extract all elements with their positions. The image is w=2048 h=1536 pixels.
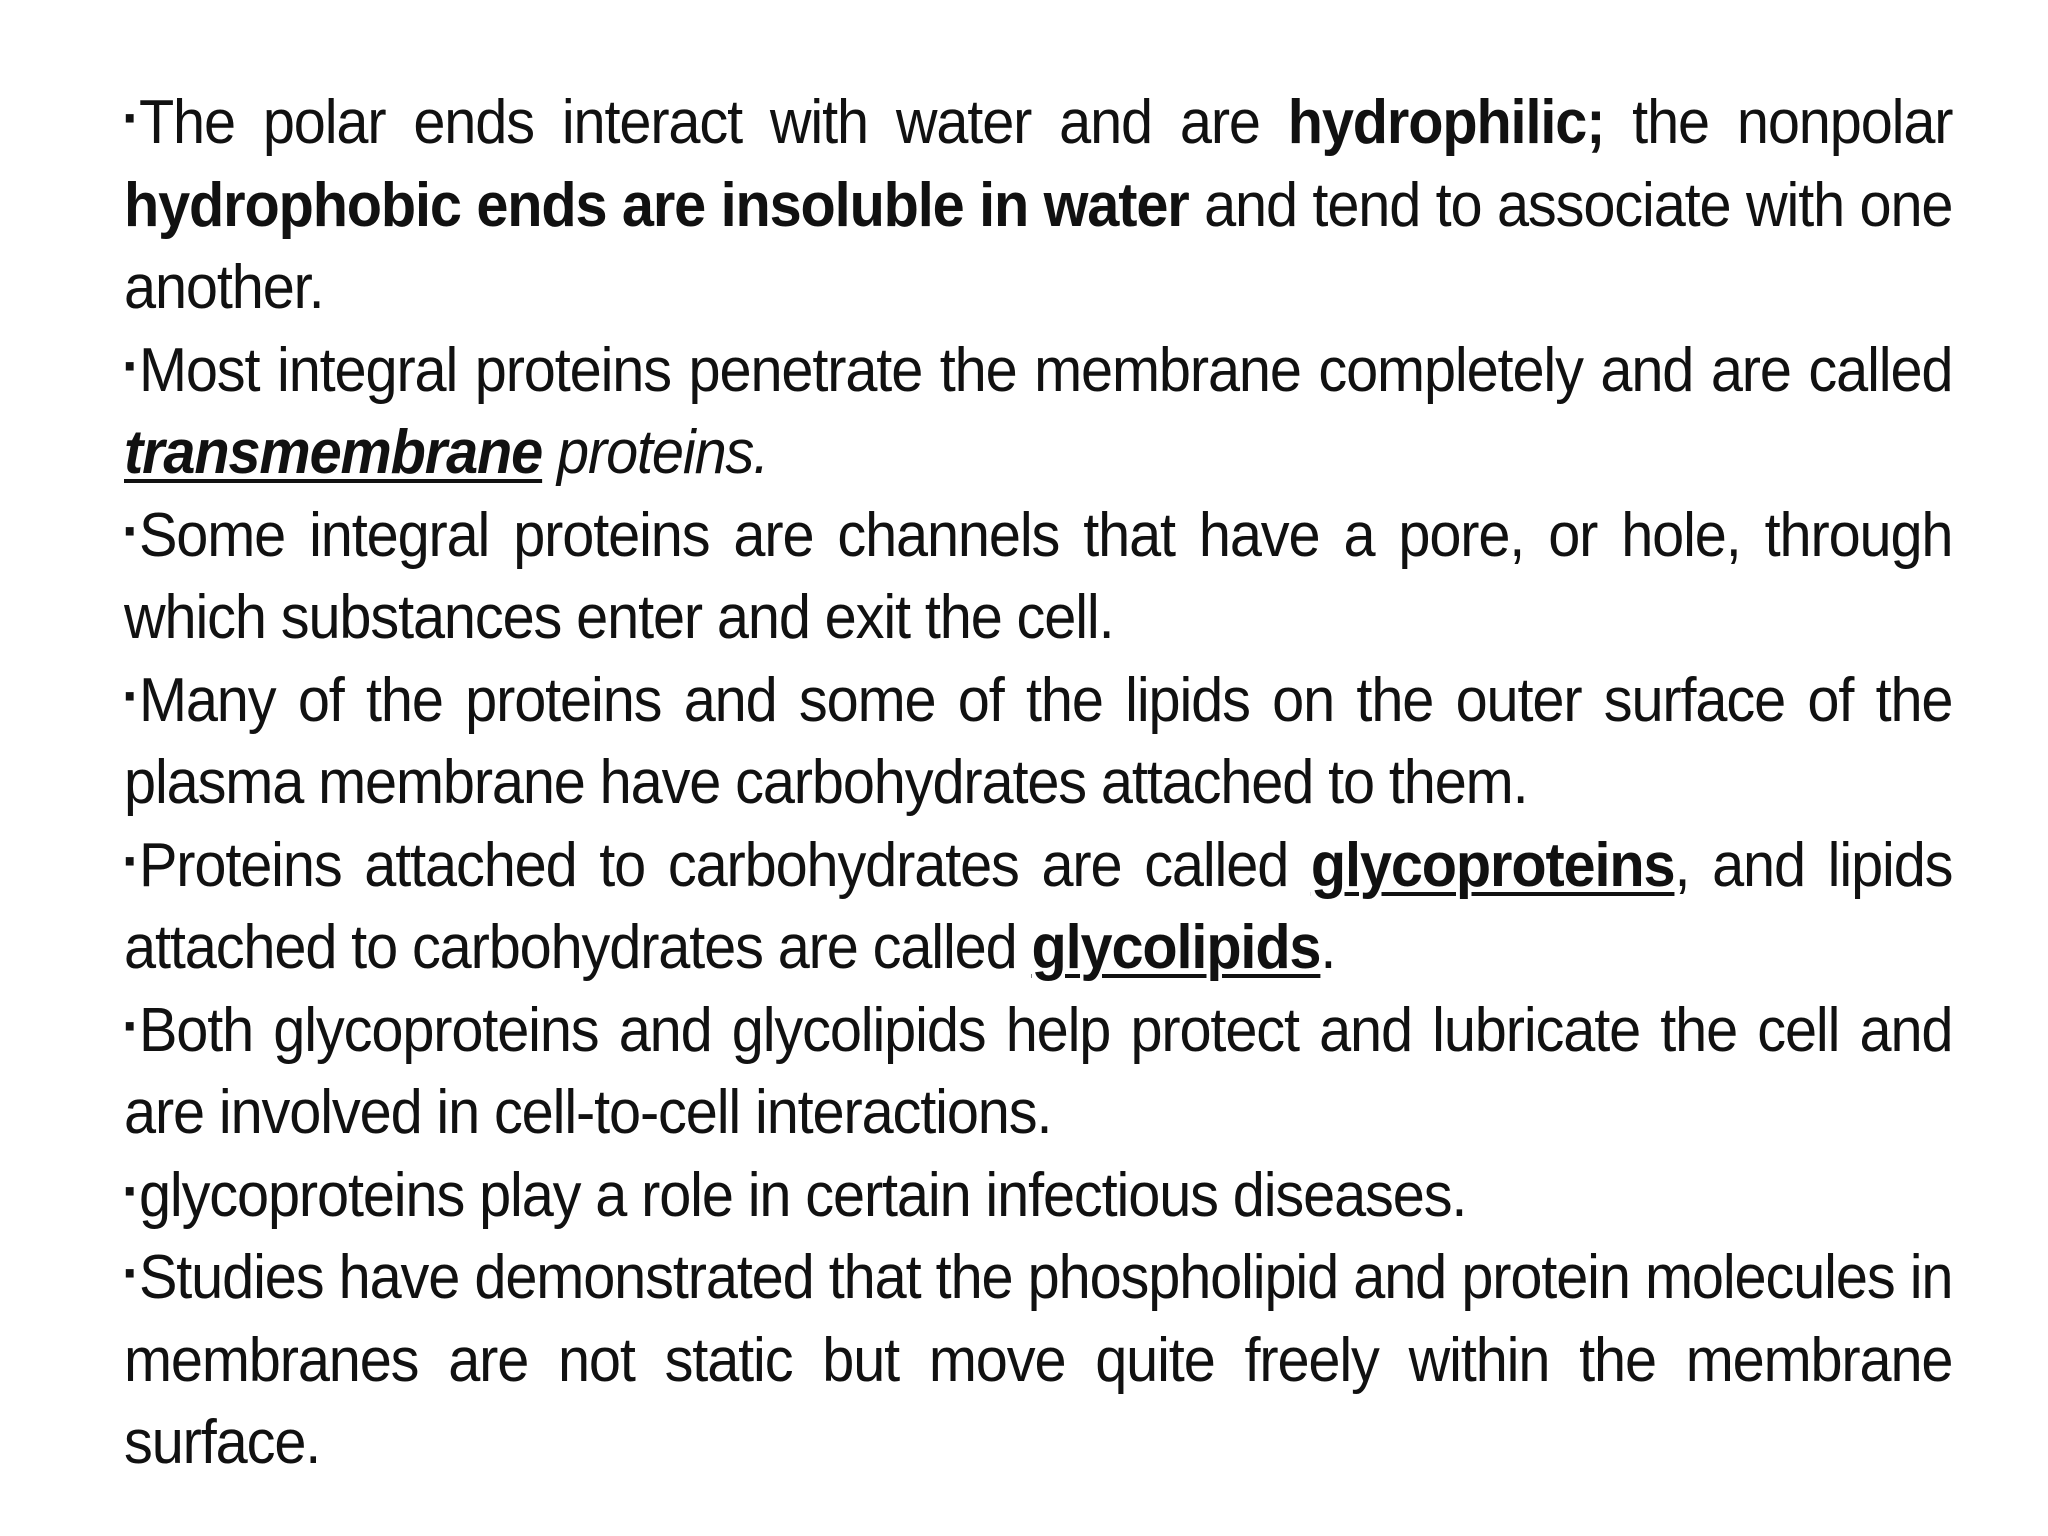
bullet-square-icon: ▪ — [124, 99, 136, 137]
bullet-square-icon: ▪ — [124, 511, 136, 550]
bullet-text: Most integral proteins penetrate the membrane completely and are called — [138, 335, 1953, 405]
bullet-text: Both glycoproteins and glycolipids help protect and lubricate the cell and are involved in cell-to-cell interactions. — [124, 995, 1953, 1147]
bullet-text: Many of the proteins and some of the lipids on the outer surface of the plasma membrane have carbohydrates attached to them. — [124, 665, 1953, 817]
bullet-square-icon: ▪ — [124, 1254, 136, 1292]
term-transmembrane: transmembrane — [124, 418, 543, 487]
bullet-fluid-membrane — [124, 1237, 1952, 1485]
bullet-text: glycoproteins play a role in certain infectious diseases. — [138, 1160, 1467, 1230]
bullet-text: , and lipids attached to carbohydrates are called — [124, 830, 1953, 982]
bullet-channels — [124, 495, 1952, 660]
bullet-carbohydrates — [124, 660, 1952, 825]
bullet-square-icon: ▪ — [124, 1006, 136, 1045]
term-glycolipids: glycolipids — [1031, 913, 1321, 982]
term-glycoproteins: glycoproteins — [1310, 830, 1675, 900]
bullet-square-icon: ▪ — [124, 1171, 136, 1210]
bullet-text: The polar ends interact with water and are — [138, 88, 1288, 157]
term-hydrophobic: hydrophobic ends are insoluble in water — [124, 170, 1189, 240]
bullet-square-icon: ▪ — [124, 676, 136, 715]
bullet-text: Studies have demonstrated that the phospholipid and protein molecules in membranes are not static but move quite freely within the membrane surface. — [124, 1243, 1953, 1477]
bullet-infectious-diseases — [124, 1155, 1952, 1238]
bullet-text: and tend to associate with one another. — [124, 170, 1953, 322]
bullet-text: proteins. — [542, 418, 769, 487]
bullet-text: Some integral proteins are channels that have a pore, or hole, through which substances enter and exit the cell. — [124, 500, 1953, 652]
slide-body — [124, 82, 1952, 1485]
bullet-protect-lubricate — [124, 990, 1952, 1155]
bullet-square-icon: ▪ — [124, 841, 136, 880]
bullet-text: . — [1320, 913, 1336, 982]
bullet-glycoproteins-glycolipids — [124, 825, 1952, 990]
bullet-text: the nonpolar — [1604, 88, 1953, 157]
bullet-text: Proteins attached to carbohydrates are called — [138, 830, 1311, 900]
bullet-transmembrane — [124, 330, 1952, 495]
bullet-hydrophilic — [124, 82, 1952, 330]
term-hydrophilic: hydrophilic; — [1287, 88, 1605, 157]
bullet-square-icon: ▪ — [124, 346, 136, 385]
